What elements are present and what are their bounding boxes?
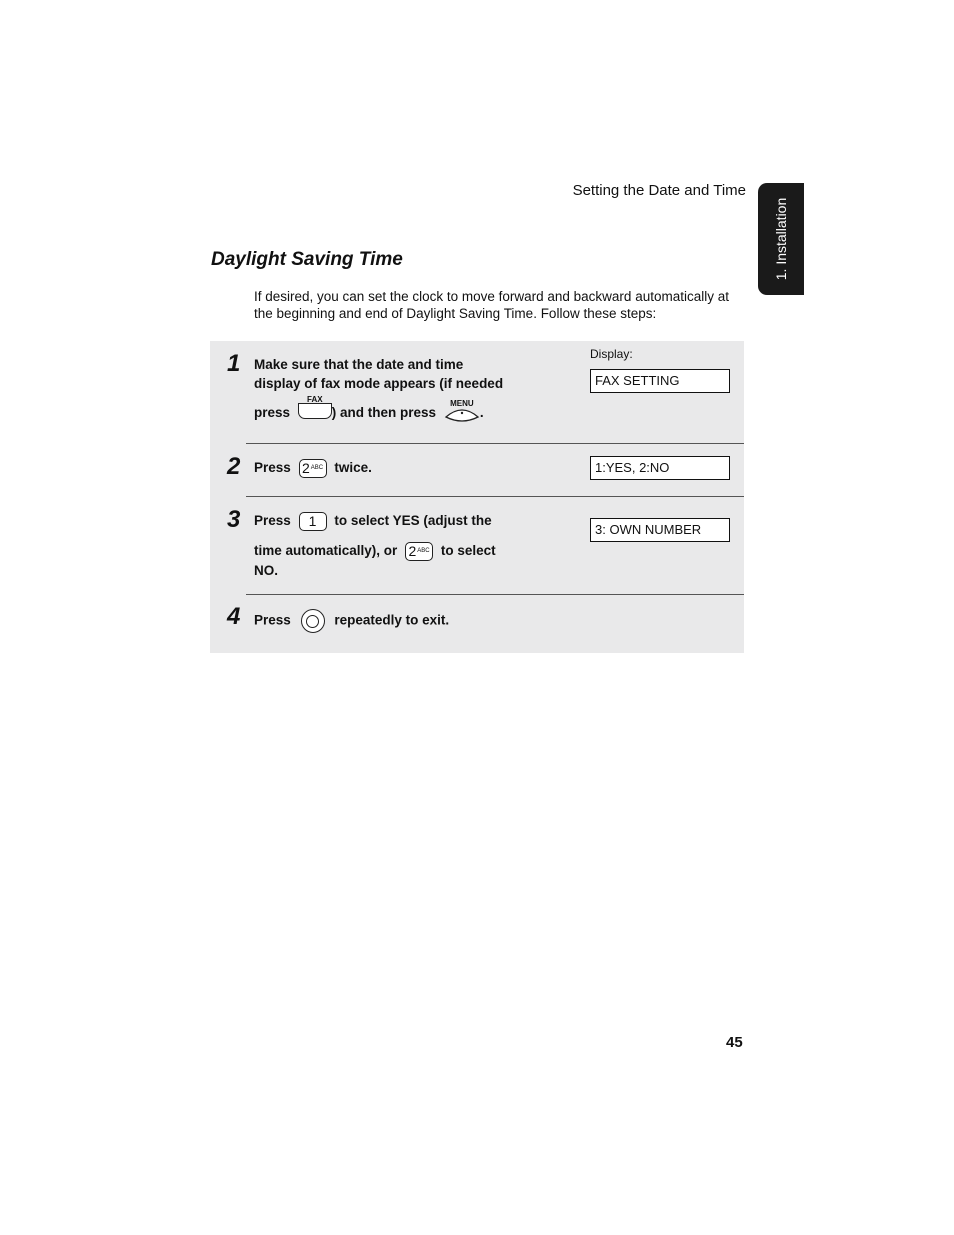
chapter-tab	[758, 183, 804, 295]
step-divider	[246, 443, 744, 444]
key-2-digit: 2	[301, 459, 310, 476]
step-1-then: ) and then press	[331, 405, 437, 421]
section-header: Setting the Date and Time	[572, 182, 746, 199]
step-2-after: twice.	[334, 460, 372, 475]
page-number: 45	[726, 1034, 743, 1051]
step-1-line-2: display of fax mode appears (if needed	[254, 376, 504, 391]
display-fax-setting: FAX SETTING	[590, 369, 730, 393]
key-2-icon	[405, 542, 433, 561]
step-number: 4	[227, 603, 241, 630]
step-divider	[246, 496, 744, 497]
display-yes-no: 1:YES, 2:NO	[590, 456, 730, 480]
step-3-press: Press	[254, 513, 291, 528]
step-3-line-2-text: time automatically), or	[254, 542, 398, 558]
fax-key	[298, 395, 332, 424]
step-1-end: .	[479, 405, 484, 421]
step-4-press: Press	[254, 612, 291, 628]
key-1-digit: 1	[308, 512, 317, 529]
step-4-after: repeatedly to exit.	[334, 612, 450, 628]
step-2-press: Press	[254, 460, 291, 475]
step-1-line-3	[254, 395, 503, 424]
menu-key	[444, 398, 480, 422]
step-1-text	[254, 355, 503, 424]
step-3-line-2	[254, 541, 496, 561]
fax-key-label: FAX	[307, 395, 323, 404]
step-3-line-1	[254, 511, 496, 531]
step-divider	[246, 594, 744, 595]
step-2-text	[254, 458, 372, 478]
page-title: Daylight Saving Time	[211, 249, 403, 270]
display-own-number: 3: OWN NUMBER	[590, 518, 730, 542]
key-2-sub: ABC	[417, 547, 430, 554]
step-number: 3	[227, 506, 241, 533]
key-2-digit: 2	[408, 542, 417, 559]
intro-paragraph: If desired, you can set the clock to move forward and backward automatically at the beginning and end of Daylight Saving Time. Follow these steps:	[254, 289, 729, 321]
step-number: 2	[227, 453, 241, 480]
stop-key-icon	[301, 609, 325, 633]
step-3-line-3: NO.	[254, 562, 279, 578]
step-3-after-2: to select	[440, 542, 496, 558]
menu-key-label: MENU	[450, 398, 474, 408]
step-4-text	[254, 609, 449, 633]
steps-panel	[210, 341, 744, 653]
key-2-icon	[299, 459, 327, 478]
key-2-sub: ABC	[310, 464, 324, 471]
key-1-icon	[299, 512, 327, 531]
display-label: Display:	[590, 347, 633, 361]
step-3-after-1: to select YES (adjust the	[334, 513, 492, 528]
step-1-press: press	[254, 405, 291, 421]
chapter-tab-label: 1. Installation	[773, 197, 789, 281]
step-number: 1	[227, 350, 241, 377]
step-1-line-1: Make sure that the date and time	[254, 357, 464, 372]
step-3-text	[254, 511, 496, 580]
